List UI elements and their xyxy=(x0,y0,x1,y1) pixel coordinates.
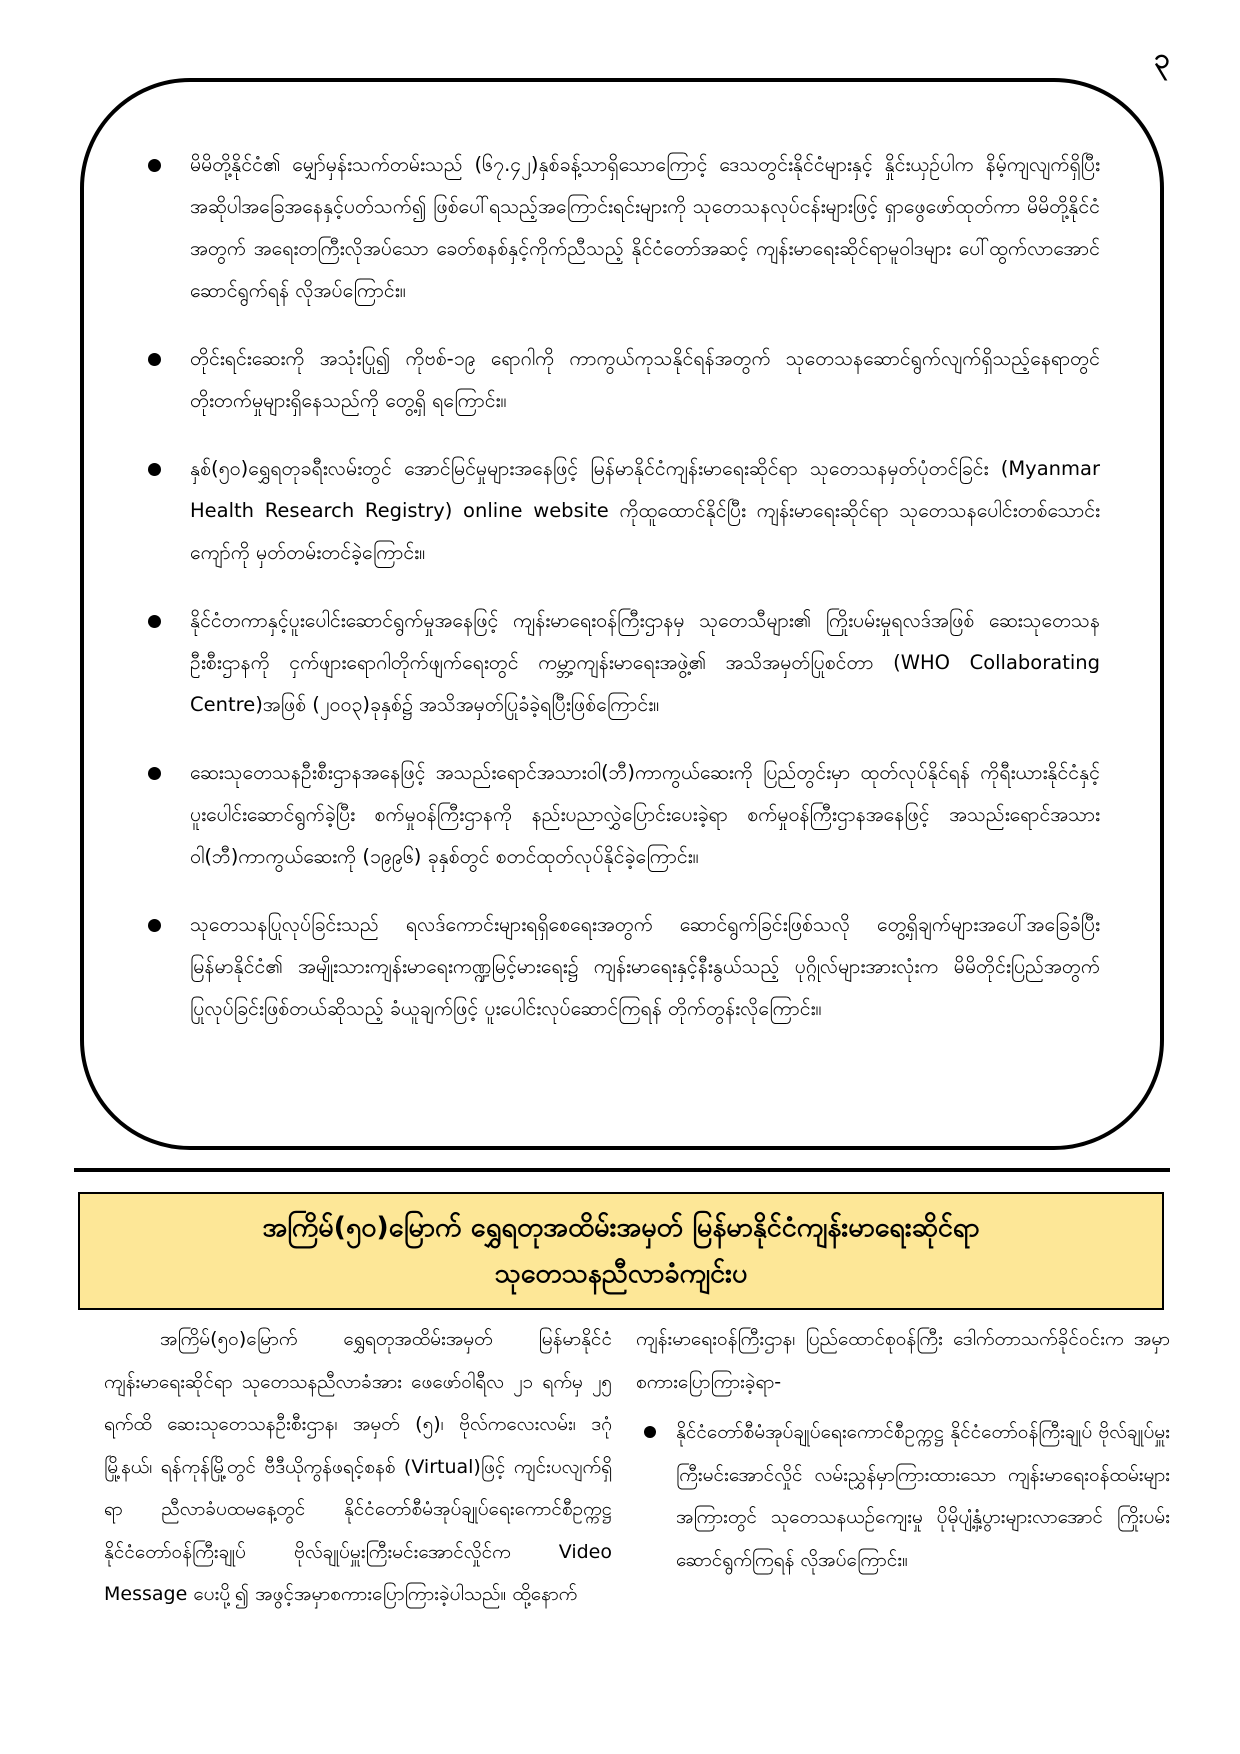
summary-bullet-6: သုတေသနပြုလုပ်ခြင်းသည် ရလဒ်ကောင်းများရရှိစေရေးအတွက် ဆောင်ရွက်ခြင်းဖြစ်သလို တွေ့ရှိချက်များအပေါ်အခြေခံပြီး မြန်မာနိုင်ငံ၏ အမျိုးသားကျန်းမာရေးကဏ္ဍမြင့်မားရေး၌ ကျန်းမာရေးနှင့်နီးနွယ်သည့် ပုဂ္ဂိုလ်များအားလုံးက မိမိတိုင်းပြည်အတွက် ပြုလုပ်ခြင်းဖြစ်တယ်ဆိုသည့် ခံယူချက်ဖြင့် ပူးပေါင်းလုပ်ဆောင်ကြရန် တိုက်တွန်းလိုကြောင်း။ xyxy=(144,904,1100,1030)
page-number: ၃ xyxy=(1154,42,1170,75)
summary-bullet-1: မိမိတို့နိုင်ငံ၏ မျှော်မှန်းသက်တမ်းသည် (၆၇.၄၂)နှစ်ခန့်သာရှိသောကြောင့် ဒေသတွင်းနိုင်ငံများနှင့် နှိုင်းယှဉ်ပါက နိမ့်ကျလျက်ရှိပြီး အဆိုပါအခြေအနေနှင့်ပတ်သက်၍ ဖြစ်ပေါ်ရသည့်အကြောင်းရင်းများကို သုတေသနလုပ်ငန်းများဖြင့် ရှာဖွေဖော်ထုတ်ကာ မိမိတို့နိုင်ငံအတွက် အရေးတကြီးလိုအပ်သော ခေတ်စနစ်နှင့်ကိုက်ညီသည့် နိုင်ငံတော်အဆင့် ကျန်းမာရေးဆိုင်ရာမူဝါဒများ ပေါ်ထွက်လာအောင် ဆောင်ရွက်ရန် လိုအပ်ကြောင်း။ xyxy=(144,144,1100,312)
summary-bullet-5: ဆေးသုတေသနဦးစီးဌာနအနေဖြင့် အသည်းရောင်အသားဝါ(ဘီ)ကာကွယ်ဆေးကို ပြည်တွင်းမှာ ထုတ်လုပ်နိုင်ရန် ကိုရီးယားနိုင်ငံနှင့် ပူးပေါင်းဆောင်ရွက်ခဲ့ပြီး စက်မှုဝန်ကြီးဌာနကို နည်းပညာလွှဲပြောင်းပေးခဲ့ရာ စက်မှုဝန်ကြီးဌာနအနေဖြင့် အသည်းရောင်အသားဝါ(ဘီ)ကာကွယ်ဆေးကို (၁၉၉၆) ခုနှစ်တွင် စတင်ထုတ်လုပ်နိုင်ခဲ့ကြောင်း။ xyxy=(144,752,1100,878)
summary-bullet-2: တိုင်းရင်းဆေးကို အသုံးပြု၍ ကိုဗစ်-၁၉ ရောဂါကို ကာကွယ်ကုသနိုင်ရန်အတွက် သုတေသနဆောင်ရွက်လျက်ရှိသည့်နေရာတွင် တိုးတက်မှုများရှိနေသည်ကို တွေ့ရှိ ရကြောင်း။ xyxy=(144,338,1100,422)
summary-box xyxy=(80,78,1164,1150)
right-column-paragraph: ကျန်းမာရေးဝန်ကြီးဌာန၊ ပြည်ထောင်စုဝန်ကြီး ဒေါက်တာသက်ခိုင်ဝင်းက အမှာစကားပြောကြားခဲ့ရာ- xyxy=(636,1328,1170,1393)
section-heading-line-2: သုတေသနညီလာခံကျင်းပ xyxy=(494,1258,748,1289)
article-left-column xyxy=(104,1318,612,1616)
section-heading-line-1: အကြိမ်(၅၀)မြောက် ရွှေရတုအထိမ်းအမှတ် မြန်မာနိုင်ငံကျန်းမာရေးဆိုင်ရာ xyxy=(262,1212,980,1243)
section-divider xyxy=(74,1168,1170,1172)
article-right-column xyxy=(636,1318,1170,1581)
summary-bullet-4: နိုင်ငံတကာနှင့်ပူးပေါင်းဆောင်ရွက်မှုအနေဖြင့် ကျန်းမာရေးဝန်ကြီးဌာနမှ သုတေသီများ၏ ကြိုးပမ်းမှုရလဒ်အဖြစ် ဆေးသုတေသနဦးစီးဌာနကို ငှက်ဖျားရောဂါတိုက်ဖျက်ရေးတွင် ကမ္ဘာ့ကျန်းမာရေးအဖွဲ့၏ အသိအမှတ်ပြုစင်တာ (WHO Collaborating Centre)အဖြစ် (၂၀၀၃)ခုနှစ်၌ အသိအမှတ်ပြုခံခဲ့ရပြီးဖြစ်ကြောင်း။ xyxy=(144,600,1100,726)
right-column-bullet-list xyxy=(636,1411,1170,1581)
summary-bullet-3: နှစ်(၅၀)ရွှေရတုခရီးလမ်းတွင် အောင်မြင်မှုများအနေဖြင့် မြန်မာနိုင်ငံကျန်းမာရေးဆိုင်ရာ သုတေသနမှတ်ပုံတင်ခြင်း (Myanmar Health Research Registry) online website ကိုထူထောင်နိုင်ပြီး ကျန်းမာရေးဆိုင်ရာ သုတေသနပေါင်းတစ်သောင်းကျော်ကို မှတ်တမ်းတင်ခဲ့ကြောင်း။ xyxy=(144,448,1100,574)
section-heading-banner xyxy=(78,1192,1164,1310)
left-column-paragraph: အကြိမ်(၅၀)မြောက် ရွှေရတုအထိမ်းအမှတ် မြန်မာနိုင်ငံကျန်းမာရေးဆိုင်ရာ သုတေသနညီလာခံအား ဖေဖော်ဝါရီလ ၂၁ ရက်မှ ၂၅ ရက်ထိ ဆေးသုတေသနဦးစီးဌာန၊ အမှတ် (၅)၊ ဗိုလ်ကလေးလမ်း၊ ဒဂုံမြို့နယ်၊ ရန်ကုန်မြို့တွင် ဗီဒီယိုကွန်ဖရင့်စနစ် (Virtual)ဖြင့် ကျင်းပလျက်ရှိရာ ညီလာခံပထမနေ့တွင် နိုင်ငံတော်စီမံအုပ်ချုပ်ရေးကောင်စီဥက္ကဋ္ဌ နိုင်ငံတော်ဝန်ကြီးချုပ် ဗိုလ်ချုပ်မှူးကြီးမင်းအောင်လှိုင်က Video Message ပေးပို့၍ အဖွင့်အမှာစကားပြောကြားခဲ့ပါသည်။ ထို့နောက် xyxy=(104,1328,612,1605)
right-column-bullet-1: နိုင်ငံတော်စီမံအုပ်ချုပ်ရေးကောင်စီဥက္ကဋ္ဌ နိုင်ငံတော်ဝန်ကြီးချုပ် ဗိုလ်ချုပ်မှူးကြီးမင်းအောင်လှိုင် လမ်းညွှန်မှာကြားထားသော ကျန်းမာရေးဝန်ထမ်းများအကြားတွင် သုတေသနယဉ်ကျေးမှု ပိုမိုပျံ့နှံ့ပွားများလာအောင် ကြိုးပမ်းဆောင်ရွက်ကြရန် လိုအပ်ကြောင်း။ xyxy=(636,1411,1170,1581)
summary-bullet-list xyxy=(144,144,1100,1030)
